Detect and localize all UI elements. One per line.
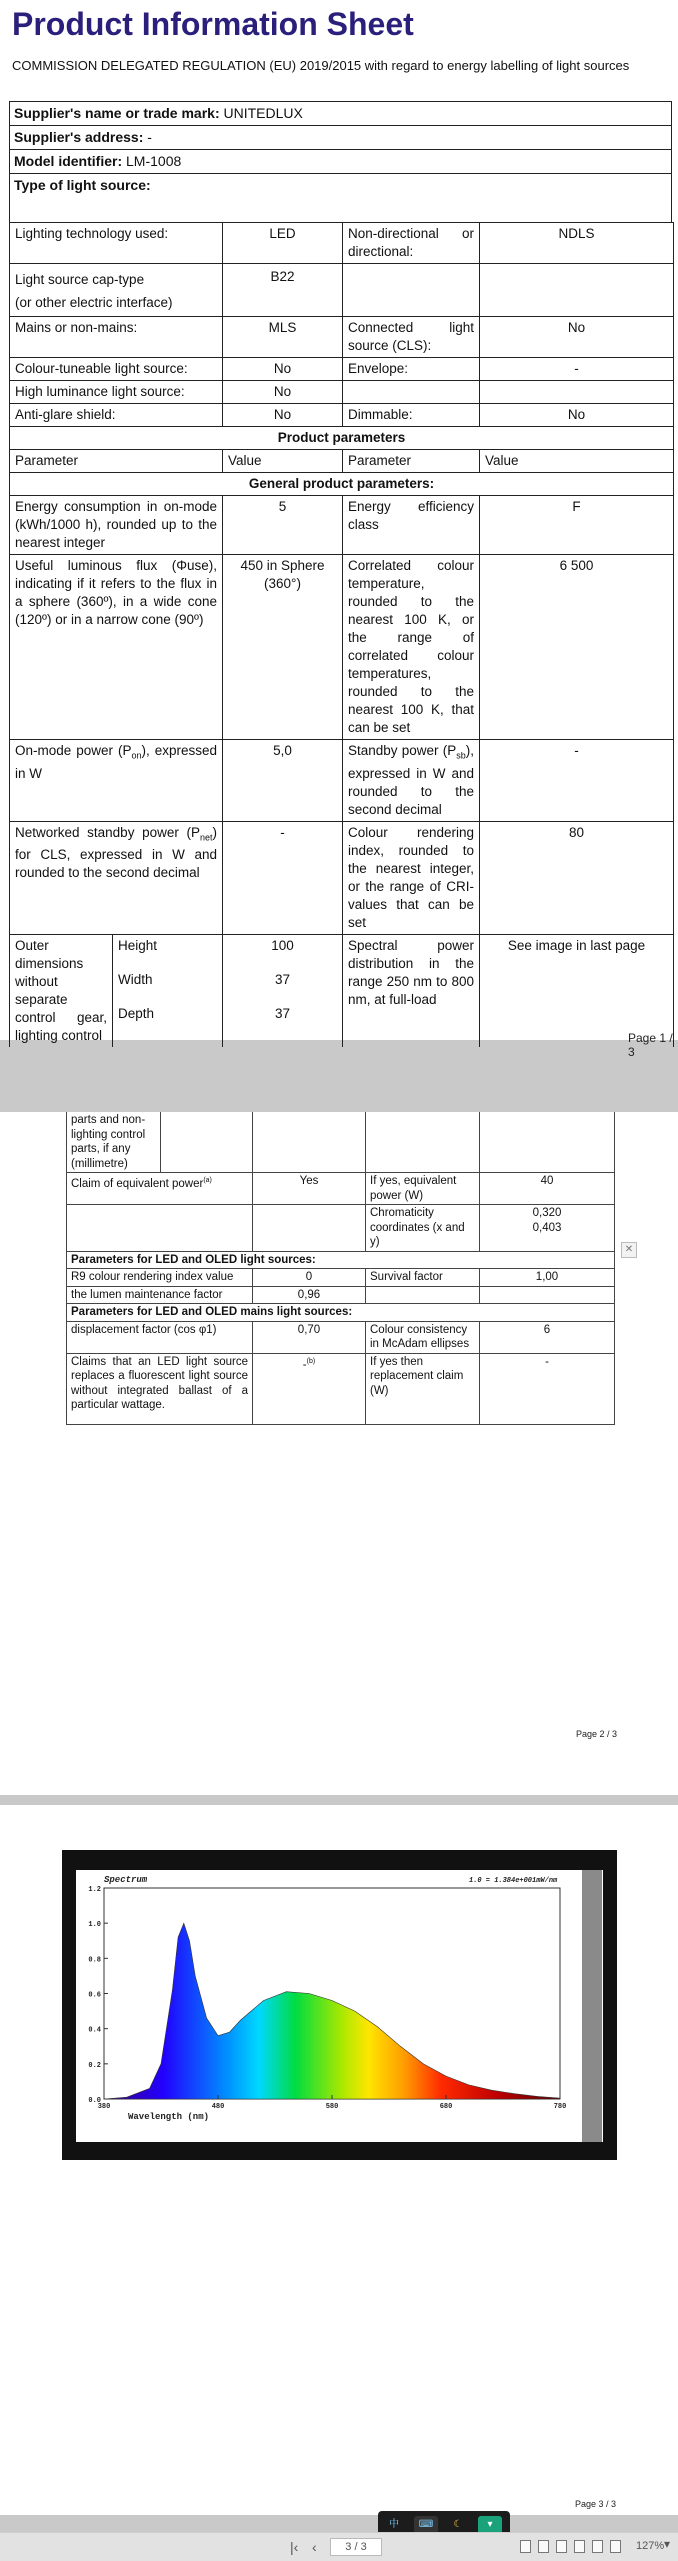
supplier-label: Supplier's name or trade mark: (14, 105, 220, 121)
page-title: Product Information Sheet (12, 6, 414, 42)
cell-label (67, 1173, 253, 1205)
document-page-1 (0, 0, 678, 1059)
empty-cell (253, 1112, 366, 1173)
cell-label: Dimmable: (343, 404, 480, 427)
table-row (10, 381, 674, 404)
cell-value: 450 in Sphere (360°) (223, 555, 343, 740)
cell-value: - (223, 821, 343, 934)
empty-cell (67, 1205, 253, 1252)
zoom-level[interactable]: 127% (636, 2540, 665, 2552)
table-row (10, 404, 674, 427)
x-tick-label: 380 (97, 2103, 111, 2111)
input-mode-icon[interactable]: ⌨ (414, 2516, 438, 2534)
spectrum-chart (62, 1850, 617, 2160)
table-row (67, 1321, 615, 1353)
y-tick-label: 0.6 (88, 1991, 101, 2000)
cell-label (343, 740, 480, 822)
cell-value (253, 1353, 366, 1424)
dim-value: 37 (223, 1003, 343, 1047)
table-row (10, 740, 674, 822)
dim-value: 37 (223, 969, 343, 1003)
table-row (67, 1353, 615, 1424)
cell-label (10, 740, 223, 822)
cell-label: Useful luminous flux (Φuse), indicating if it refers to the flux in a sphere (360º), in a wide cone (120º) or in a narrow cone (90º) (10, 555, 223, 740)
cell-value: 6 500 (480, 555, 674, 740)
cell-value: - (480, 740, 674, 822)
table-row (10, 358, 674, 381)
cell-label: Anti-glare shield: (10, 404, 223, 427)
cell-label (10, 821, 223, 934)
chart-side-shade (582, 1870, 602, 2142)
standby-label-a: Standby power (P (348, 743, 457, 758)
cell-label: Colour rendering index, rounded to the nearest integer, or the range of CRI-values that can be set (343, 821, 480, 934)
y-tick-label: 0.8 (88, 1956, 101, 1965)
model-value: LM-1008 (126, 153, 182, 169)
table-row (10, 821, 674, 934)
table-row (67, 1304, 615, 1322)
cell-label: Connected light source (CLS): (343, 317, 480, 358)
cell-value: - (480, 358, 674, 381)
zoom-dropdown-icon[interactable]: ▾ (664, 2537, 671, 2551)
net-sub: net (199, 832, 213, 843)
y-tick-label: 0.0 (88, 2097, 101, 2105)
table-row (67, 1286, 615, 1304)
cell-value: LED (223, 223, 343, 264)
cell-value: - (480, 1353, 615, 1424)
cell-label: Envelope: (343, 358, 480, 381)
standby-label-b: ), expressed in W and rounded to the second decimal (348, 743, 474, 817)
supplier-row (9, 101, 672, 125)
x-tick-label: 580 (325, 2103, 339, 2111)
scroll-view-icon[interactable] (556, 2540, 567, 2553)
address-label: Supplier's address: (14, 129, 144, 145)
y-tick-label: 1.2 (88, 1886, 101, 1894)
equiv-label: Claim of equivalent power (71, 1177, 204, 1190)
language-button[interactable]: 中 (389, 2519, 399, 2530)
cell-value: No (223, 358, 343, 381)
cell-value: 0 (253, 1269, 366, 1287)
model-label: Model identifier: (14, 153, 123, 169)
viewer-toolbar (0, 2532, 678, 2561)
theme-icon[interactable]: ▾ (478, 2516, 502, 2534)
empty-cell (480, 381, 674, 404)
dim-label: Height (113, 934, 223, 969)
cell-label: If yes then replacement claim (W) (366, 1353, 480, 1424)
empty-cell (480, 1112, 615, 1173)
cell-label: Claims that an LED light source replaces a fluorescent light source without integrated ballast of a particular wattage. (67, 1353, 253, 1424)
table-row (10, 934, 674, 969)
page-indicator[interactable]: 3 / 3 (330, 2538, 382, 2556)
cell-label: If yes, equivalent power (W) (366, 1173, 480, 1205)
cell-label: R9 colour rendering index value (67, 1269, 253, 1287)
chromaticity-x: 0,320 (532, 1207, 562, 1219)
net-label-a: Networked standby power (P (15, 824, 200, 840)
cell-label: the lumen maintenance factor (67, 1286, 253, 1304)
y-tick-label: 0.2 (88, 2061, 101, 2070)
cell-value (480, 1205, 615, 1252)
empty-cell (343, 264, 480, 317)
table-row (67, 1205, 615, 1252)
document-page-3 (0, 1805, 678, 2515)
fluorescent-value: - (302, 1358, 307, 1371)
x-tick-label: 780 (553, 2103, 567, 2111)
section-heading: General product parameters: (10, 473, 674, 496)
dim-label: Width (113, 969, 223, 1003)
cell-value: MLS (223, 317, 343, 358)
column-header: Value (223, 450, 343, 473)
model-row (9, 149, 672, 173)
empty-cell (253, 1205, 366, 1252)
cell-value: B22 (223, 264, 343, 317)
cell-label: parts and non-lighting control parts, if any (millimetre) (67, 1112, 161, 1173)
page-number: Page 3 / 3 (575, 2499, 617, 2509)
cell-value: NDLS (480, 223, 674, 264)
cell-label: Outer dimensions without separate control gear, lighting control (10, 934, 113, 1047)
on-mode-label-b: ), expressed in W (15, 743, 217, 781)
document-page-2 (0, 1112, 678, 1795)
cell-label: Correlated colour temperature, rounded to the nearest 100 K, or the range of correlated colour temperatures, rounded to the nearest 100 K, that can be set (343, 555, 480, 740)
table-row (10, 427, 674, 450)
x-axis-title: Wavelength (nm) (128, 2112, 210, 2122)
chart-top-bar (76, 1850, 603, 1864)
cell-value: Yes (253, 1173, 366, 1205)
cell-label: Energy efficiency class (343, 496, 480, 555)
page-number: Page 2 / 3 (576, 1729, 618, 1739)
single-page-view-icon[interactable] (520, 2540, 531, 2553)
table-row (10, 496, 674, 555)
fluorescent-sup: (b) (306, 1357, 316, 1365)
close-icon[interactable]: ✕ (621, 1242, 637, 1258)
cell-value: F (480, 496, 674, 555)
table-row (10, 264, 674, 317)
book-view-icon[interactable] (574, 2540, 585, 2553)
cell-value: 80 (480, 821, 674, 934)
cell-value: No (480, 404, 674, 427)
first-page-icon[interactable]: |‹ (290, 2539, 299, 2555)
net-label-b: ) for CLS, expressed in W and rounded to the second decimal (15, 824, 217, 881)
table-row (67, 1269, 615, 1287)
cell-value: 6 (480, 1321, 615, 1353)
chart-annotation: 1.0 = 1.384e+001mW/nm (469, 1877, 558, 1885)
on-mode-label-a: On-mode power (P (15, 743, 132, 758)
equiv-sup: (a) (203, 1177, 212, 1184)
dim-label: Depth (113, 1003, 223, 1047)
cell-value: 40 (480, 1173, 615, 1205)
cell-value: 1,00 (480, 1269, 615, 1287)
cell-value: 0,96 (253, 1286, 366, 1304)
empty-cell (480, 1286, 615, 1304)
section-heading: Parameters for LED and OLED mains light sources: (67, 1304, 615, 1322)
cap-type-line1: Light source cap-type (15, 272, 145, 287)
cell-value: 5 (223, 496, 343, 555)
fit-page-icon[interactable] (610, 2540, 621, 2553)
empty-cell (366, 1112, 480, 1173)
section-heading: Parameters for LED and OLED light sources: (67, 1251, 615, 1269)
address-value: - (147, 129, 152, 145)
cap-type-line2: (or other electric interface) (15, 295, 173, 310)
type-row (9, 173, 672, 222)
empty-cell (343, 381, 480, 404)
cell-value: 0,70 (253, 1321, 366, 1353)
two-page-view-icon[interactable] (538, 2540, 549, 2553)
cell-label (10, 264, 223, 317)
product-info-table (9, 222, 674, 1047)
cell-label: Lighting technology used: (10, 223, 223, 264)
section-heading: Product parameters (10, 427, 674, 450)
supplier-value: UNITEDLUX (223, 105, 303, 121)
column-header: Parameter (10, 450, 223, 473)
standby-sub: sb (456, 750, 466, 761)
type-label: Type of light source: (14, 177, 151, 193)
table-row (10, 223, 674, 264)
cell-value: See image in last page (480, 934, 674, 1047)
dim-value: 100 (223, 934, 343, 969)
table-row (67, 1112, 615, 1173)
y-tick-label: 0.4 (88, 2026, 101, 2035)
cell-value: No (480, 317, 674, 358)
chromaticity-y: 0,403 (532, 1221, 562, 1234)
cell-label: High luminance light source: (10, 381, 223, 404)
cell-label: Mains or non-mains: (10, 317, 223, 358)
y-tick-label: 1.0 (88, 1921, 101, 1930)
x-tick-label: 480 (211, 2103, 225, 2111)
column-header: Value (480, 450, 674, 473)
regulation-subtitle: COMMISSION DELEGATED REGULATION (EU) 2019/2015 with regard to energy labelling of light sources (12, 58, 630, 73)
empty-cell (480, 264, 674, 317)
cell-label: Chromaticity coordinates (x and y) (366, 1205, 480, 1252)
cell-label: Survival factor (366, 1269, 480, 1287)
table-row (67, 1173, 615, 1205)
product-info-table-cont (66, 1112, 615, 1425)
cell-label: Spectral power distribution in the range 250 nm to 800 nm, at full-load (343, 934, 480, 1047)
fit-width-icon[interactable] (592, 2540, 603, 2553)
cell-label: Non-directional or directional: (343, 223, 480, 264)
x-tick-label: 680 (439, 2103, 453, 2111)
cell-label: Colour-tuneable light source: (10, 358, 223, 381)
night-mode-icon[interactable]: ☾ (453, 2519, 463, 2530)
cell-label: displacement factor (cos φ1) (67, 1321, 253, 1353)
cell-value: 5,0 (223, 740, 343, 822)
address-row (9, 125, 672, 149)
cell-value: No (223, 381, 343, 404)
cell-label: Colour consistency in McAdam ellipses (366, 1321, 480, 1353)
table-row (67, 1251, 615, 1269)
cell-label: Energy consumption in on-mode (kWh/1000 h), rounded up to the nearest integer (10, 496, 223, 555)
spectrum-chart-frame (62, 1850, 617, 2160)
on-mode-sub: on (131, 750, 142, 761)
empty-cell (366, 1286, 480, 1304)
table-row (10, 555, 674, 740)
page-number: Page 1 / 3 (628, 1031, 673, 1059)
cell-value: No (223, 404, 343, 427)
chart-title: Spectrum (104, 1875, 148, 1885)
table-row (10, 317, 674, 358)
table-row (10, 450, 674, 473)
table-row (10, 473, 674, 496)
column-header: Parameter (343, 450, 480, 473)
empty-cell (161, 1112, 253, 1173)
previous-page-icon[interactable]: ‹ (312, 2539, 317, 2555)
